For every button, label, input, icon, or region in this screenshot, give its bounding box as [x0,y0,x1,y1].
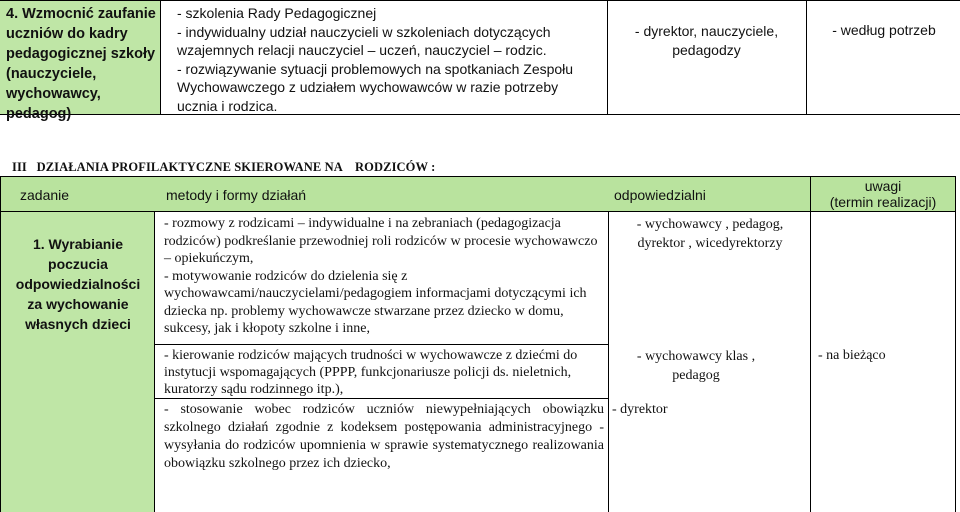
top-method-line-1: - szkolenia Rady Pedagogicznej [177,5,377,21]
table-left-border [0,176,1,512]
top-method-line-3: wzajemnych relacji nauczyciel – uczeń, nauczyciel – rodzic. [177,42,547,58]
methods-block-3: - stosowanie wobec rodziców uczniów niewypełniających obowiązku szkolnego działań zgodnie z kodeksem postępowania administracyjnego - wysyłania do rodziców upomnienia w sprawie systematycznego realizowania obowiązku szkolnego przez ich dziecko, [164,402,604,471]
table-right-border [955,176,956,512]
responsible-block-3: - dyrektor [612,402,668,417]
table-divider-task [154,211,155,512]
top-method-line-2: - indywidualny udział nauczycieli w szkoleniach dotyczących [177,23,551,40]
top-responsible: - dyrektor, nauczyciele, pedagodzy [634,23,779,58]
responsible-block-1: - wychowawcy , pedagog, dyrektor , wicedyrektorzy [636,217,784,251]
header-notes [812,178,954,210]
methods-block-1: - rozmowy z rodzicami – indywidualne i na zebraniach (pedagogizacja rodziców) podkreślanie przewodniej roli rodziców w procesie wychowawczo – opiekuńczym, - motywowanie rodziców do dzielenia się z wychowawcami/nauczycielami/pedagogiem informacjami dotyczącymi ich dziecka np. problemy wychowawcze stwarzane przez dziecko w domu, sukcesy, jak i kłopoty szkolne i inne, [164,216,598,336]
header-methods: metody i formy działań [166,187,307,203]
top-table-divider-2 [607,0,608,115]
responsible-block-2: - wychowawcy klas , pedagog [636,349,756,383]
task-title: 1. Wyrabianie poczucia odpowiedzialności za wychowanie własnych dzieci [15,236,141,332]
row-separator-2 [154,398,609,399]
row-separator-1 [154,344,609,345]
top-method-line-6: uczniа i rodzica. [177,97,278,114]
top-notes: - według potrzeb [832,22,936,38]
section-heading: III DZIAŁANIA PROFILAKTYCZNE SKIEROWANE NA RODZICÓW : [12,160,436,174]
top-task-title: 4. Wzmocnić zaufanie uczniów do kadry pedagogicznej szkoły (nauczyciele, wychowawcy, pedagog) [6,6,156,122]
header-bottom-border [0,211,955,212]
top-methods [177,4,602,115]
header-notes-line-2: (termin realizacji) [829,194,937,210]
table-top-border [0,176,955,177]
table-divider-responsible [608,211,609,512]
header-responsible: odpowiedzialni [614,187,706,203]
header-notes-line-1: uwagi [864,178,902,194]
header-task: zadanie [20,187,70,203]
top-table-divider-1 [160,0,161,115]
top-table-divider-3 [806,0,807,115]
notes-block-2: - na bieżąco [818,348,886,363]
top-method-line-5: Wychowawczego z udziałem wychowawców w razie potrzeby [177,79,559,95]
top-method-line-4: - rozwiązywanie sytuacji problemowych na spotkaniach Zespołu [177,60,574,77]
methods-block-2: - kierowanie rodziców mających trudności w wychowawcze z dziećmi do instytucji wspomagających (PPPP, funkcjonariusze policji ds. nieletnich, kuratorzy sądu rodzinnego itp.), [164,348,578,397]
top-table-top-border [0,0,960,1]
table-divider-notes [810,176,811,512]
